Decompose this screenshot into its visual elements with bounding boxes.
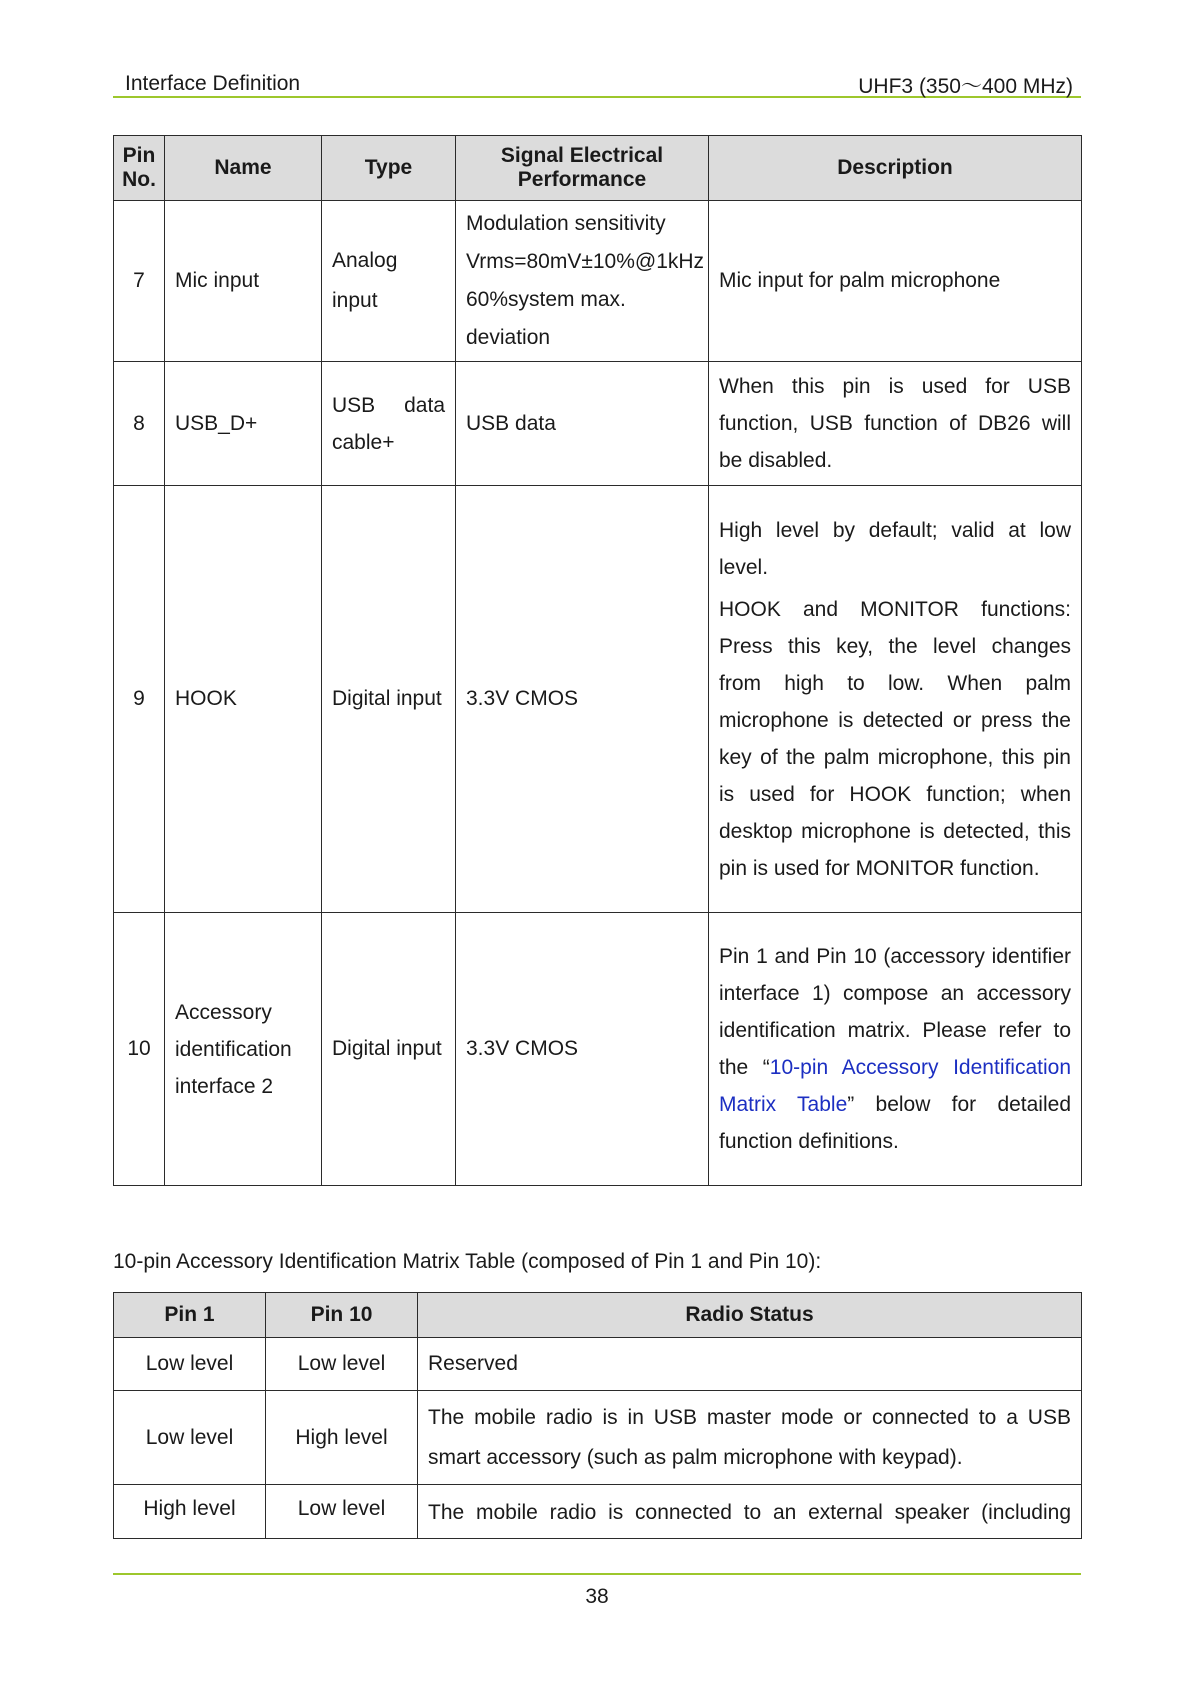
cell-type: Analog input [322,201,456,362]
col-header-pin1: Pin 1 [114,1293,266,1338]
table-row [114,913,1082,1186]
col-header-signal: Signal Electrical Performance [456,136,709,201]
page-footer [113,1573,1081,1608]
page-number: 38 [585,1585,609,1608]
cell-signal: USB data [456,362,709,486]
col-header-pin10: Pin 10 [266,1293,418,1338]
pin-definition-table [113,135,1082,1186]
cell-pin: 9 [114,486,165,913]
cell-description: When this pin is used for USB function, USB function of DB26 will be disabled. [709,362,1082,486]
cell-status: The mobile radio is in USB master mode or connected to a USB smart accessory (such as palm microphone with keypad). [418,1391,1082,1485]
signal-line: Vrms=80mV±10%@1kHz [466,250,705,273]
cell-name: USB_D+ [165,362,322,486]
cell-description: Mic input for palm microphone [709,201,1082,362]
cell-type: USB data cable+ [322,362,456,486]
cell-name: HOOK [165,486,322,913]
cell-pin1: Low level [114,1338,266,1391]
col-header-pin-no: Pin No. [114,136,165,201]
table-row [114,1338,1082,1391]
cell-signal [456,201,709,362]
name-line: interface 2 [175,1074,274,1098]
cell-pin: 7 [114,201,165,362]
name-line: identification [175,1037,292,1061]
table-row [114,1391,1082,1485]
table-header-row [114,136,1082,201]
matrix-table-caption: 10-pin Accessory Identification Matrix Table (composed of Pin 1 and Pin 10): [113,1250,822,1273]
description-paragraph: High level by default; valid at low level. [719,518,1071,579]
header-section-title: Interface Definition [125,72,301,95]
cell-pin: 8 [114,362,165,486]
cell-pin: 10 [114,913,165,1186]
cell-pin1: High level [114,1485,266,1539]
table-row [114,486,1082,913]
table-header-row [114,1293,1082,1338]
description-text: ” below for detailed function definitions. [719,1093,1071,1153]
col-header-description: Description [709,136,1082,201]
signal-line: 60%system max. deviation [466,288,626,349]
signal-line: Modulation sensitivity [466,212,666,235]
matrix-table-link[interactable]: 10-pin Accessory Identification Matrix Table [719,1056,1071,1116]
cell-name [165,913,322,1186]
cell-status: Reserved [418,1338,1082,1391]
description-text: Pin 1 and Pin 10 (accessory identifier interface 1) compose an accessory identification matrix. Please refer to the “ [719,945,1071,1079]
header-product-band: UHF3 (350～400 MHz) [858,75,1073,98]
cell-description [709,486,1082,913]
col-header-type: Type [322,136,456,201]
cell-signal: 3.3V CMOS [456,913,709,1186]
cell-status: The mobile radio is connected to an external speaker (including [418,1485,1082,1539]
cell-description [709,913,1082,1186]
page-header [113,60,1081,98]
table-row [114,201,1082,362]
cell-type: Digital input [322,913,456,1186]
table-row [114,1485,1082,1539]
description-paragraph: HOOK and MONITOR functions: Press this key, the level changes from high to low. When palm microphone is detected or press the key of the palm microphone, this pin is used for HOOK function; when desktop microphone is detected, this pin is used for MONITOR function. [719,597,1071,880]
accessory-matrix-table [113,1292,1082,1539]
name-line: Accessory [175,1000,272,1024]
table-row [114,362,1082,486]
cell-pin10: High level [266,1391,418,1485]
cell-signal: 3.3V CMOS [456,486,709,913]
cell-pin10: Low level [266,1338,418,1391]
col-header-name: Name [165,136,322,201]
cell-pin1: Low level [114,1391,266,1485]
cell-type: Digital input [322,486,456,913]
cell-pin10: Low level [266,1485,418,1539]
cell-name: Mic input [165,201,322,362]
col-header-radio-status: Radio Status [418,1293,1082,1338]
